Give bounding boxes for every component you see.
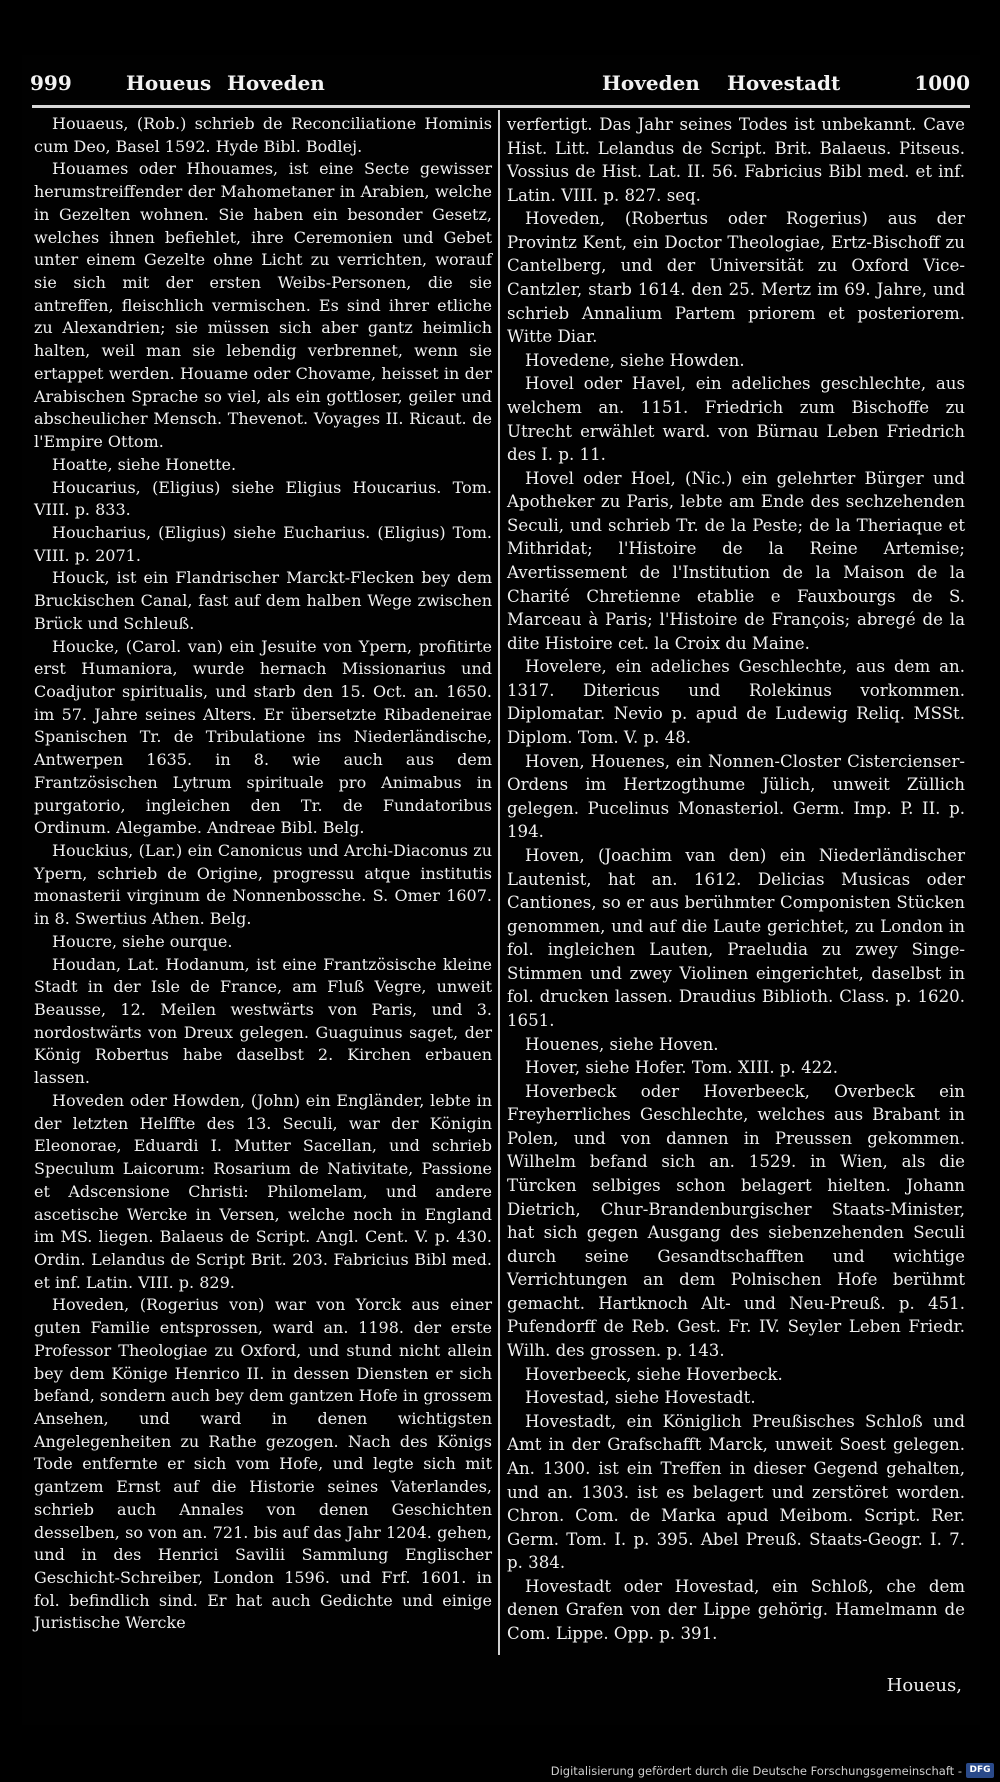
dictionary-entry: Hoven, Houenes, ein Nonnen-Closter Cistercienser-Ordens im Hertzogthume Jülich, unweit Züllich gelegen. Pucelinus Monasteriol. Germ. Imp. P. II. p. 194. (507, 751, 965, 842)
right-column (507, 113, 965, 1646)
dictionary-entry: Hoverbeeck, siehe Hoverbeck. (525, 1364, 783, 1384)
footer-credit: Digitalisierung gefördert durch die Deutsche Forschungsgemeinschaft - (550, 1764, 962, 1778)
dictionary-entry: Hoverbeck oder Hoverbeeck, Overbeck ein Freyherrliches Geschlechte, welches aus Brabant in Polen, und von dannen in Preussen gekommen. Wilhelm befand sich an. 1529. in Wien, als die Türcken selbiges schon belagert hielten. Johann Dietrich, Chur-Brandenburgischer Staats-Minister, hat sich gegen Ausgang des siebenzehenden Seculi durch seine Gesandtschafften und wichtige Verrichtungen an dem Polnischen Hofe berühmt gemacht. Hartknoch Alt- und Neu-Preuß. p. 451. Pufendorff de Reb. Gest. Fr. IV. Seyler Leben Friedr. Wilh. des grossen. p. 143. (507, 1081, 965, 1361)
dictionary-entry: Houdan, Lat. Hodanum, ist eine Frantzösische kleine Stadt in der Isle de France, am Fluß Vegre, unweit Beausse, 12. Meilen westwärts von Paris, und 3. nordostwärts von Dreux gelegen. Guaguinus saget, der König Robertus habe daselbst 2. Kirchen erbauen lassen. (34, 954, 492, 1088)
dictionary-entry: Houames oder Hhouames, ist eine Secte gewisser herumstreiffender der Mahometaner in Arabien, welche in Gezelten wohnen. Sie haben ein besonder Gesetz, welches ihnen befiehlet, ihre Ceremonien und Gebet unter einem Gezelte ohne Licht zu verrichten, worauf sie sich mit der ersten Weibs-Personen, die sie antreffen, fleischlich vermischen. Es sind ihrer etliche zu Alexandrien; sie müssen sich aber gantz heimlich halten, weil man sie lebendig verbrennet, wenn sie ertappet werden. Houame oder Chovame, heisset in der Arabischen Sprache so viel, als ein gottloser, geiler und abscheulicher Mensch. Thevenot. Voyages II. Ricaut. de l'Empire Ottom. (34, 159, 492, 452)
dictionary-entry: Hovestad, siehe Hovestadt. (525, 1388, 756, 1408)
dictionary-entry: Hoven, (Joachim van den) ein Niederländischer Lautenist, hat an. 1612. Delicias Musicas oder Cantiones, so er aus berühmter Componisten Stücken genommen, und auf die Laute gerichtet, zu London in fol. ingleichen Lauten, Praeludia zu zwey Singe-Stimmen und zwey Violinen eingerichtet, daselbst in fol. drucken lassen. Draudius Biblioth. Class. p. 1620. 1651. (507, 845, 965, 1030)
dictionary-entry: Hovelere, ein adeliches Geschlechte, aus dem an. 1317. Ditericus und Rolekinus vorkommen. Diplomatar. Nevio p. apud de Ludewig Reliq. MSSt. Diplom. Tom. V. p. 48. (507, 657, 965, 748)
dictionary-entry: Houcre, siehe ourque. (52, 931, 233, 951)
dictionary-entry: Hovestadt oder Hovestad, ein Schloß, che dem denen Grafen von der Lippe gehörig. Hamelmann de Com. Lippe. Opp. p. 391. (507, 1576, 965, 1643)
dictionary-entry: Houcke, (Carol. van) ein Jesuite von Ypern, profitirte erst Humaniora, wurde hernach Missionarius und Coadjutor spiritualis, und starb den 15. Oct. an. 1650. im 57. Jahre seines Alters. Er übersetzte Ribadeneirae Spanischen Tr. de Tribulatione ins Niederländische, Antwerpen 1635. in 8. wie auch aus dem Frantzösischen Lytrum spirituale pro Animabus in purgatorio, ingleichen den Tr. de Fundatoribus Ordinum. Alegambe. Andreae Bibl. Belg. (34, 636, 492, 838)
dictionary-entry: Hoveden, (Robertus oder Rogerius) aus der Provintz Kent, ein Doctor Theologiae, Ertz-Bischoff zu Cantelberg, und der Universität zu Oxford Vice-Cantzler, starb 1614. den 25. Mertz im 69. Jahre, und schrieb Annalium Partem priorem et posteriorem. Witte Diar. (507, 209, 965, 347)
dictionary-entry: Hoveden oder Howden, (John) ein Engländer, lebte in der letzten Helffte des 13. Seculi, war der Königin Eleonorae, Eduardi I. Mutter Sacellan, und schrieb Speculum Laicorum: Rosarium de Nativitate, Passione et Adscensione Christi: Philomelam, und andere ascetische Wercke in Versen, welche noch in England im MS. liegen. Balaeus de Script. Angl. Cent. V. p. 430. Ordin. Lelandus de Script Brit. 203. Fabricius Bibl med. et inf. Latin. VIII. p. 829. (34, 1090, 492, 1292)
page-number-left: 999 (30, 71, 72, 95)
dictionary-entry: Hovel oder Hoel, (Nic.) ein gelehrter Bürger und Apotheker zu Paris, lebte am Ende des sechzehenden Seculi, und schrieb Tr. de la Peste; de la Theriaque et Mithridat; l'Histoire de la Reine Artemise; Avertissement de l'Institution de la Maison de la Charité Chretienne etablie e Fauxbourgs de S. Marceau à Paris; l'Histoire de François; abregé de la dite Histoire cet. la Croix du Maine. (507, 468, 965, 653)
dictionary-entry: Hoatte, siehe Honette. (52, 454, 237, 474)
dictionary-entry: Houcharius, (Eligius) siehe Eucharius. (Eligius) Tom. VIII. p. 2071. (34, 522, 492, 565)
running-head-mid-left: Hoveden (227, 71, 325, 95)
running-head-right: Hovestadt (727, 71, 841, 95)
dictionary-entry: verfertigt. Das Jahr seines Todes ist unbekannt. Cave Hist. Litt. Lelandus de Script. Brit. Balaeus. Pitseus. Vossius de Hist. Lat. II. 56. Fabricius Bibl med. et inf. Latin. VIII. p. 827. seq. (507, 115, 965, 205)
dictionary-entry: Houcarius, (Eligius) siehe Eligius Houcarius. Tom. VIII. p. 833. (34, 477, 492, 520)
running-head-mid-right: Hoveden (602, 71, 700, 95)
column-divider (498, 110, 500, 1655)
catchword: Houeus, (886, 1675, 962, 1696)
dictionary-entry: Houenes, siehe Hoven. (525, 1034, 719, 1054)
page-header (22, 65, 980, 105)
left-column (34, 113, 492, 1635)
running-head-left: Houeus (126, 71, 212, 95)
dictionary-entry: Houckius, (Lar.) ein Canonicus und Archi-Diaconus zu Ypern, schrieb de Origine, progressu atque institutis monasterii virginum de Nonnenbossche. S. Omer 1607. in 8. Swertius Athen. Belg. (34, 841, 492, 929)
dictionary-entry: Hovedene, siehe Howden. (525, 350, 745, 370)
dictionary-entry: Hovel oder Havel, ein adeliches geschlechte, aus welchem an. 1151. Friedrich zum Bischoffe zu Utrecht erwählet ward. von Bürnau Leben Friedrich des I. p. 11. (507, 374, 965, 465)
footer-bar (0, 1762, 1000, 1782)
dictionary-entry: Hovestadt, ein Königlich Preußisches Schloß und Amt in der Grafschafft Marck, unweit Soest gelegen. An. 1300. ist ein Treffen in dieser Gegend gehalten, und an. 1303. ist es belagert und zerstöret worden. Chron. Com. de Marka apud Meibom. Script. Rer. Germ. Tom. I. p. 395. Abel Preuß. Staats-Geogr. I. 7. p. 384. (507, 1411, 965, 1573)
page-number-right: 1000 (914, 71, 970, 95)
header-rule (32, 105, 970, 108)
dictionary-entry: Houck, ist ein Flandrischer Marckt-Flecken bey dem Bruckischen Canal, fast auf dem halben Wege zwischen Brück und Schleuß. (34, 568, 492, 633)
dfg-logo: DFG (966, 1763, 994, 1778)
dictionary-entry: Hoveden, (Rogerius von) war von Yorck aus einer guten Familie entsprossen, ward an. 1198. der erste Professor Theologiae zu Oxford, und stund nicht allein bey dem Könige Henrico II. in dessen Diensten er sich befand, sondern auch bey dem gantzen Hofe in grossem Ansehen, und ward in denen wichtigsten Angelegenheiten zu Rathe gezogen. Nach des Königs Tode entfernte er sich vom Hofe, und legte sich mit gantzem Ernst auf die Historie seines Vaterlandes, schrieb auch Annales von denen Geschichten desselben, so von an. 721. bis auf das Jahr 1204. gehen, und in des Henrici Savilii Sammlung Englischer Geschicht-Schreiber, London 1596. und Frf. 1601. in fol. befindlich sind. Er hat auch Gedichte und einige Juristische Wercke (34, 1295, 492, 1633)
dictionary-entry: Hover, siehe Hofer. Tom. XIII. p. 422. (525, 1058, 839, 1078)
dictionary-entry: Houaeus, (Rob.) schrieb de Reconciliatione Hominis cum Deo, Basel 1592. Hyde Bibl. Bodlej. (34, 114, 492, 156)
book-page (22, 55, 980, 1725)
